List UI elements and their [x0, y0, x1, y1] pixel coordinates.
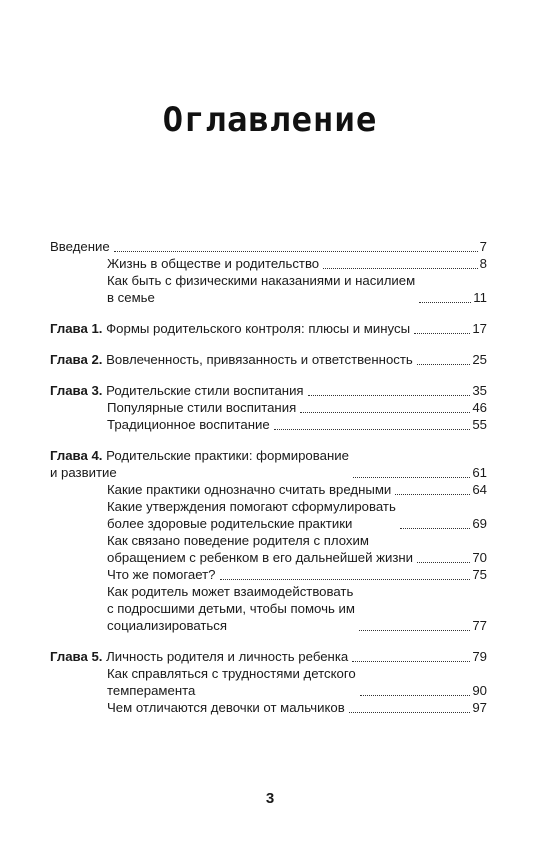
- toc-entry-text: с подросшими детьми, чтобы помочь им: [107, 601, 355, 616]
- toc-entry-text: социализироваться: [107, 618, 228, 633]
- toc-entry-line: [50, 464, 349, 481]
- dot-leader: [417, 561, 470, 563]
- toc-entry-title: [50, 238, 110, 255]
- toc-entry-line: [107, 498, 396, 515]
- toc-page-number: 69: [472, 516, 487, 531]
- toc-entry-line: [107, 549, 413, 566]
- toc-entry-title: [107, 399, 296, 416]
- toc-entry-line: [50, 351, 413, 368]
- toc-entry-text: Чем отличаются девочки от мальчиков: [107, 700, 345, 715]
- toc-entry[interactable]: [50, 382, 487, 399]
- toc-page-number: 70: [472, 550, 487, 565]
- toc-page-number: 90: [472, 683, 487, 698]
- toc-entry[interactable]: [50, 699, 487, 716]
- toc-entry-text: темперамента: [107, 683, 196, 698]
- toc-entry-text: Какие практики однозначно считать вредными: [107, 482, 392, 497]
- toc-entry-title: [107, 699, 345, 716]
- dot-leader: [353, 476, 470, 478]
- toc-entry-text: Как справляться с трудностями детского: [107, 666, 356, 681]
- toc-page-number: 11: [473, 290, 487, 305]
- toc-entry-title: [107, 665, 356, 699]
- toc-entry[interactable]: [50, 447, 487, 481]
- toc-entry-line: [50, 648, 348, 665]
- toc-page-number: 79: [472, 649, 487, 664]
- toc-entry-text: обращением с ребенком в его дальнейшей жизни: [107, 550, 414, 565]
- dot-leader: [352, 660, 470, 662]
- toc-entry-line: [107, 515, 396, 532]
- dot-leader: [359, 629, 470, 631]
- toc-entry-text: Вовлеченность, привязанность и ответственность: [106, 352, 413, 367]
- toc-entry-text: Родительские стили воспитания: [106, 383, 304, 398]
- chapter-number: Глава 2.: [50, 352, 103, 367]
- dot-leader: [220, 578, 471, 580]
- toc-entry-line: [107, 272, 415, 289]
- toc-entry-line: [107, 600, 355, 617]
- toc-entry-title: [107, 272, 415, 306]
- toc-entry[interactable]: [50, 481, 487, 498]
- dot-leader: [395, 493, 470, 495]
- toc-page-number: 7: [479, 239, 487, 254]
- toc-entry-line: [107, 665, 356, 682]
- toc-entry-text: Формы родительского контроля: плюсы и минусы: [106, 321, 411, 336]
- toc-entry-text: Введение: [50, 239, 110, 254]
- toc-entry-title: [107, 498, 396, 532]
- toc-entry-line: [50, 382, 304, 399]
- dot-leader: [300, 411, 470, 413]
- toc-entry-line: [107, 416, 270, 433]
- toc-page-number: 35: [472, 383, 487, 398]
- dot-leader: [419, 301, 471, 303]
- toc-entry-text: более здоровые родительские практики: [107, 516, 353, 531]
- toc-entry[interactable]: [50, 320, 487, 337]
- toc-entry[interactable]: [50, 272, 487, 306]
- toc-entry-text: в семье: [107, 290, 155, 305]
- toc-entry-title: [50, 447, 349, 481]
- dot-leader: [323, 267, 478, 269]
- toc-entry-text: Как быть с физическими наказаниями и насилием: [107, 273, 416, 288]
- toc-entry-line: [50, 238, 110, 255]
- dot-leader: [360, 694, 471, 696]
- page-number: 3: [265, 790, 275, 807]
- toc-entry[interactable]: [50, 665, 487, 699]
- toc-entry-text: Родительские практики: формирование: [106, 448, 349, 463]
- toc-entry[interactable]: [50, 566, 487, 583]
- toc-entry[interactable]: [50, 255, 487, 272]
- toc-page-number: 97: [472, 700, 487, 715]
- toc-entry-title: [50, 648, 348, 665]
- toc-page-number: 46: [472, 400, 487, 415]
- toc-entry-text: Жизнь в обществе и родительство: [107, 256, 320, 271]
- chapter-number: Глава 1.: [50, 321, 103, 336]
- toc-entry[interactable]: [50, 583, 487, 634]
- toc-entry-line: [107, 399, 296, 416]
- toc-entry-text: Личность родителя и личность ребенка: [106, 649, 349, 664]
- toc-entry-title: [107, 583, 355, 634]
- chapter-number: Глава 5.: [50, 649, 103, 664]
- toc-entry-title: [107, 255, 319, 272]
- dot-leader: [308, 394, 471, 396]
- toc-page-number: 64: [472, 482, 487, 497]
- toc-entry-text: Как связано поведение родителя с плохим: [107, 533, 369, 548]
- toc-entry-line: [107, 566, 216, 583]
- toc-page-number: 25: [472, 352, 487, 367]
- toc-page-number: 75: [472, 567, 487, 582]
- toc-entry-title: [107, 416, 270, 433]
- chapter-number: Глава 3.: [50, 383, 103, 398]
- toc-entry[interactable]: [50, 648, 487, 665]
- toc-entry-text: и развитие: [50, 465, 117, 480]
- toc-entry[interactable]: [50, 498, 487, 532]
- chapter-number: Глава 4.: [50, 448, 103, 463]
- page-title: Оглавление: [162, 100, 378, 140]
- toc-entry-line: [107, 289, 415, 306]
- toc-entry-line: [107, 481, 391, 498]
- dot-leader: [274, 428, 471, 430]
- toc-page-number: 8: [479, 256, 487, 271]
- toc-page-number: 61: [472, 465, 487, 480]
- toc-page-number: 17: [472, 321, 487, 336]
- toc-entry-line: [107, 532, 413, 549]
- toc-entry-text: Какие утверждения помогают сформулировать: [107, 499, 396, 514]
- dot-leader: [400, 527, 471, 529]
- toc-entry-line: [50, 320, 410, 337]
- toc-entry-text: Как родитель может взаимодействовать: [107, 584, 354, 599]
- toc-entry-line: [107, 682, 356, 699]
- toc-page-number: 77: [472, 618, 487, 633]
- toc-entry-line: [50, 447, 349, 464]
- toc-entry-title: [50, 320, 410, 337]
- toc-entry[interactable]: [50, 351, 487, 368]
- toc-page-number: 55: [472, 417, 487, 432]
- toc-entry[interactable]: [50, 238, 487, 255]
- toc-entry-title: [50, 351, 413, 368]
- dot-leader: [417, 363, 471, 365]
- toc-entry-text: Традиционное воспитание: [107, 417, 270, 432]
- toc-entry-text: Популярные стили воспитания: [107, 400, 297, 415]
- toc-entry-title: [107, 481, 391, 498]
- toc-entry-line: [107, 583, 355, 600]
- toc-entry-line: [107, 699, 345, 716]
- toc-entry-title: [107, 532, 413, 566]
- dot-leader: [114, 250, 478, 252]
- toc-entry-text: Что же помогает?: [107, 567, 216, 582]
- toc-entry-line: [107, 617, 355, 634]
- dot-leader: [414, 332, 470, 334]
- toc-entry[interactable]: [50, 399, 487, 416]
- toc-entry-title: [50, 382, 304, 399]
- toc-entry-title: [107, 566, 216, 583]
- toc-entry-line: [107, 255, 319, 272]
- dot-leader: [349, 711, 471, 713]
- toc-entry[interactable]: [50, 532, 487, 566]
- toc-entry[interactable]: [50, 416, 487, 433]
- table-of-contents: [50, 238, 487, 716]
